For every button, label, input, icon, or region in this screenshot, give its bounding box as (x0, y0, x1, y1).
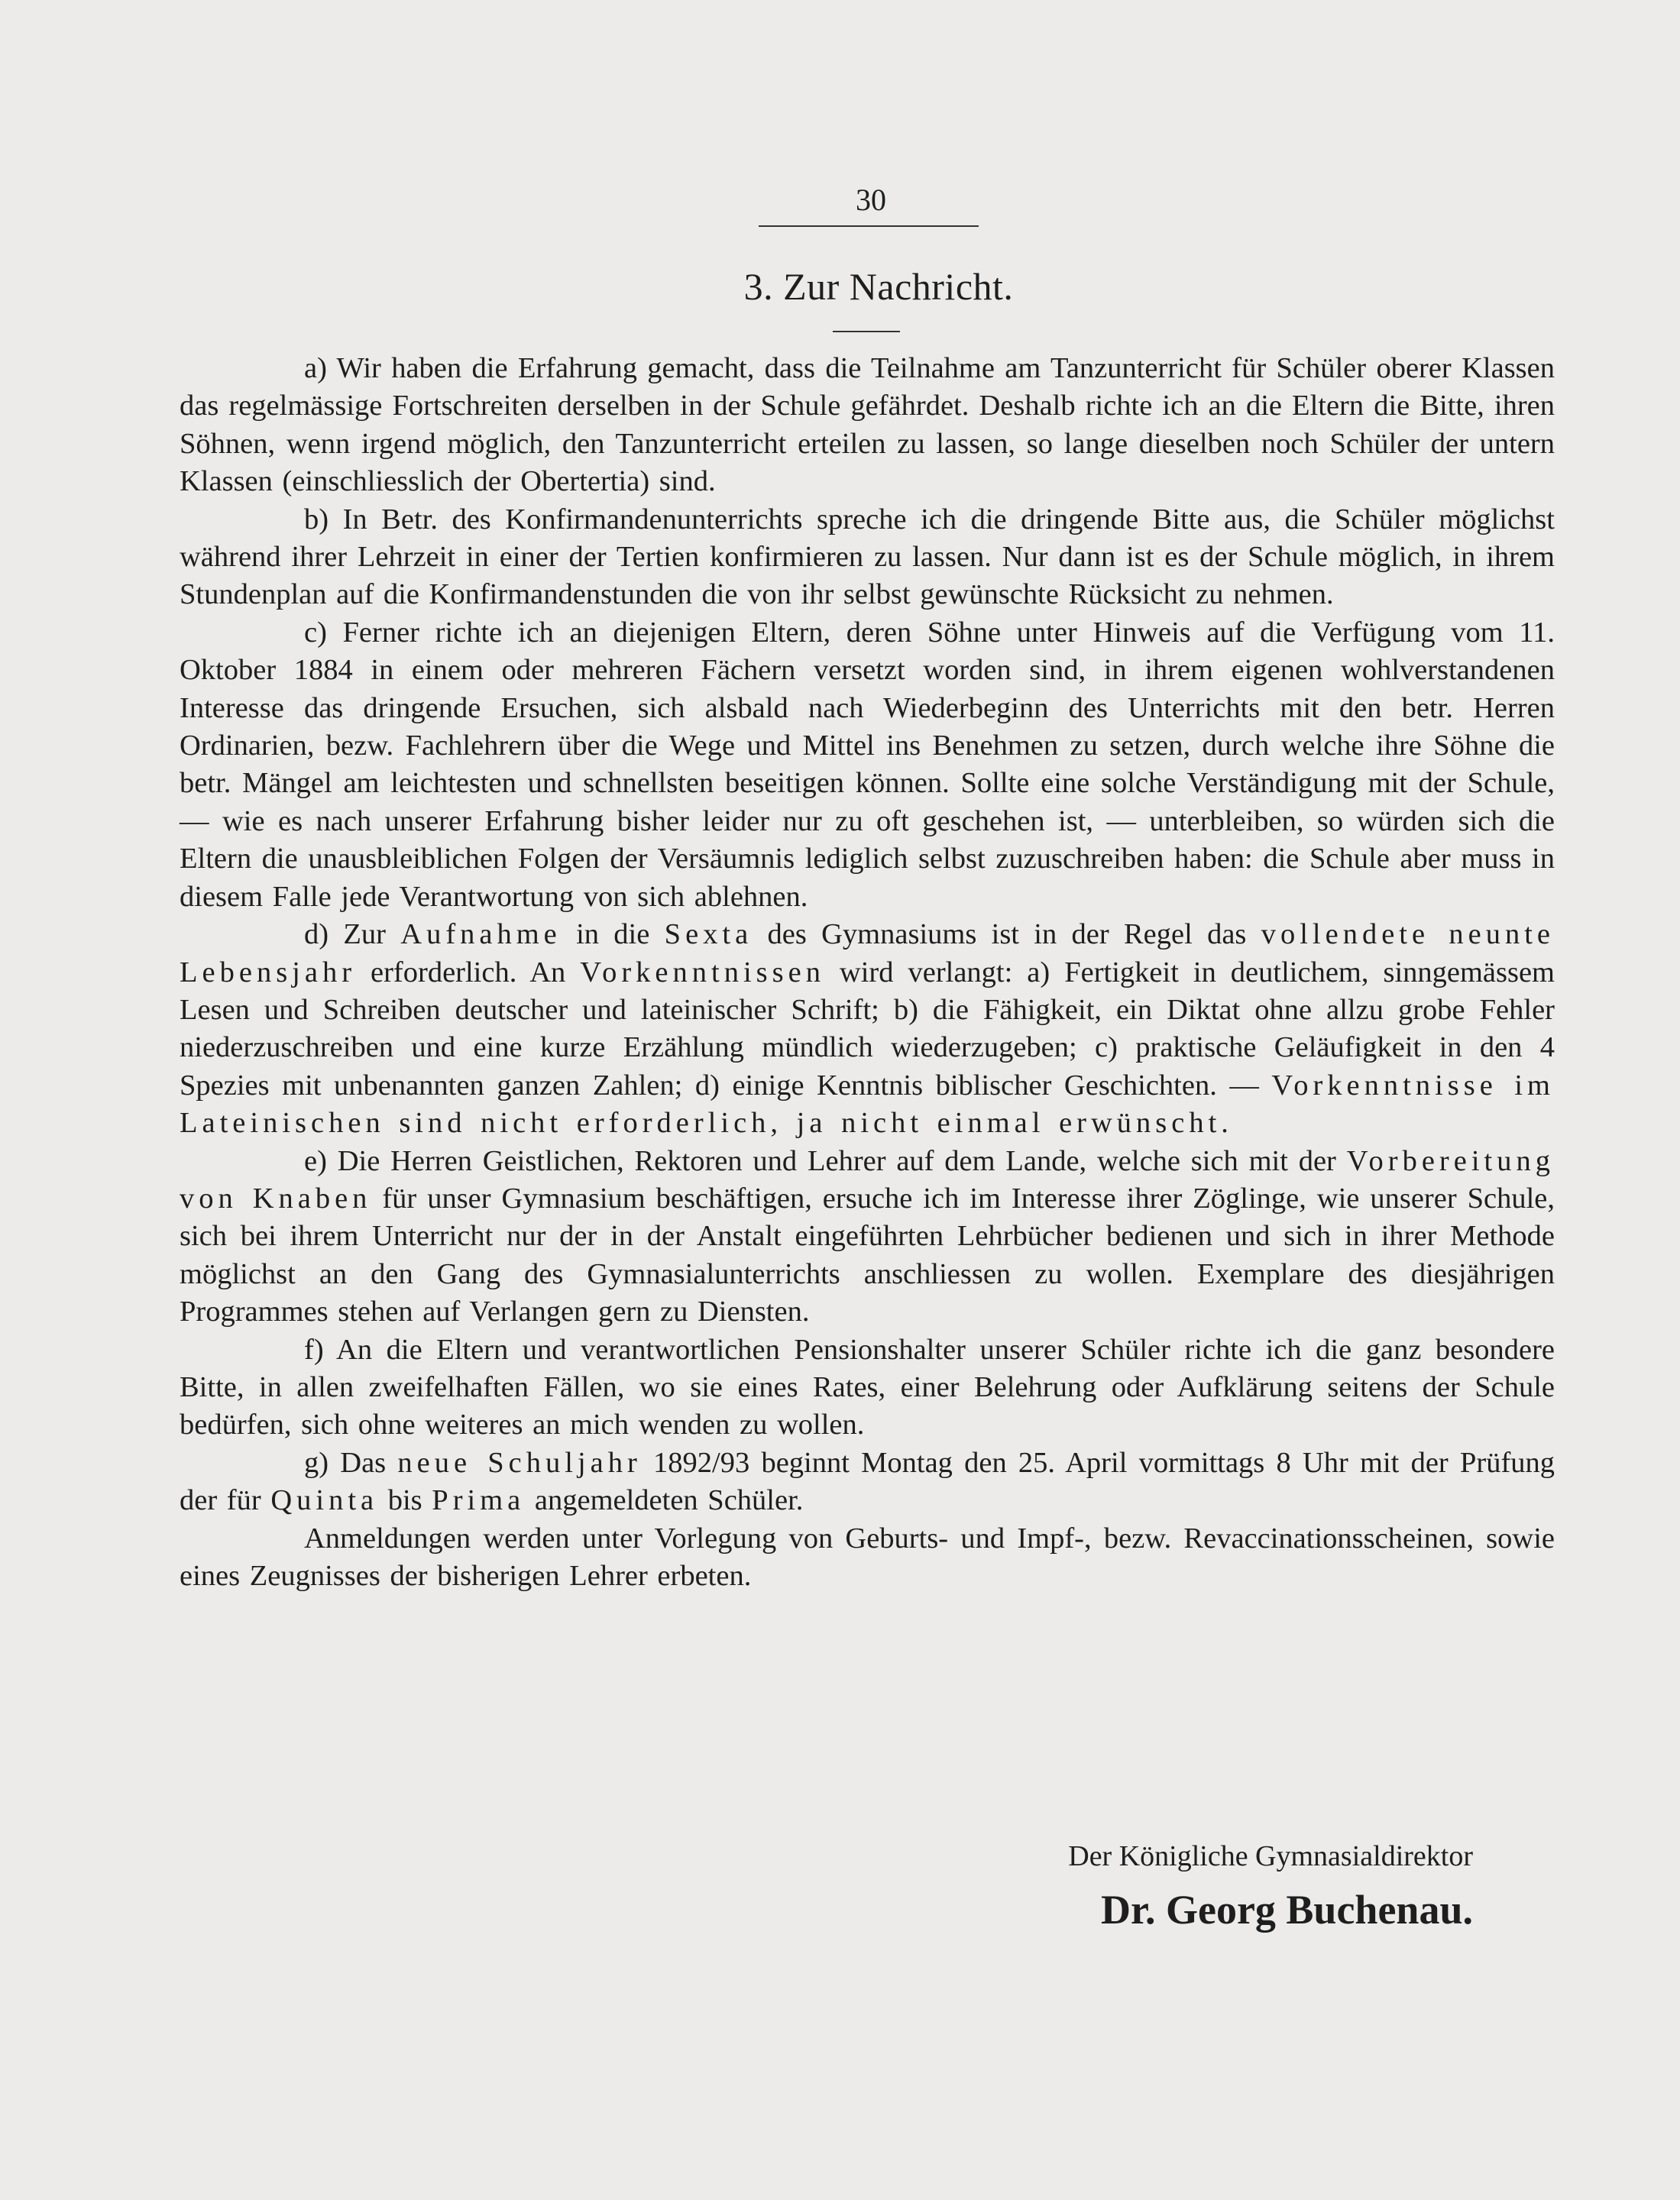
paragraph-g-text-3: bis (378, 1484, 432, 1517)
paragraph-b: b) In Betr. des Konfirmandenunterrichts spreche ich die dringende Bitte aus, die Schüler möglichst während ihrer Lehrzeit in einer der Tertien konfirmieren zu lassen. Nur dann ist es der Schule möglich, in ihrem Stundenplan auf die Konfirmandenstunden die von ihr selbst gewünschte Rücksicht zu nehmen. (180, 503, 1555, 611)
paragraph-d-emph-3: vollendete neunte Lebensjahr (180, 918, 1555, 988)
paragraph-d (180, 916, 1555, 1142)
paragraph-d-emph-2: Sexta (664, 918, 753, 951)
paragraph-h: Anmeldungen werden unter Vorlegung von Geburts- und Impf-, bezw. Revaccinationsscheinen, sowie eines Zeugnisses der bisherigen Lehrer erbeten. (180, 1522, 1555, 1592)
paragraph-e-text-2: für unser Gymnasium beschäftigen, ersuche ich im Interesse ihrer Zöglinge, wie unserer Schule, sich bei ihrem Unterricht nur der in der Anstalt eingeführten Lehrbücher bedienen und sich in ihrer Methode möglichst an den Gang des Gymnasialunterrichts anschliessen zu wollen. Exemplare des diesjährigen Programmes stehen auf Verlangen gern zu Diensten. (180, 1182, 1555, 1328)
page-number: 30 (856, 183, 886, 217)
paragraph-d-text-4: erforderlich. An (356, 956, 581, 988)
paragraph-d-emph-5: Vorkenntnisse im Lateinischen sind nicht erforderlich, ja nicht einmal erwünscht. (180, 1069, 1555, 1140)
paragraph-d-text-2: in die (561, 918, 665, 951)
paragraph-d-emph-4: Vorkenntnissen (580, 956, 825, 988)
paragraph-d-text-5: wird verlangt: a) Fertigkeit in deutlichem, sinngemässem Lesen und Schreiben deutscher und lateinischer Schrift; b) die Fähigkeit, ein Diktat ohne allzu grobe Fehler niederzuschreiben und eine kurze Erzählung mündlich wiederzugeben; c) praktische Geläufigkeit in den 4 Spezies mit unbenannten ganzen Zahlen; d) einige Kenntnis biblischer Geschichten. — (180, 956, 1555, 1102)
paragraph-e-emph-1: Vorbereitung von Knaben (180, 1144, 1555, 1215)
paragraph-c: c) Ferner richte ich an diejenigen Eltern, deren Söhne unter Hinweis auf die Verfügung vom 11. Oktober 1884 in einem oder mehreren Fächern versetzt worden sind, in ihrem eigenen wohlverstandenen Interesse das dringende Ersuchen, sich alsbald nach Wiederbeginn des Unterrichts mit den betr. Herren Ordinarien, bezw. Fachlehrern über die Wege und Mittel ins Benehmen zu setzen, durch welche ihre Söhne die betr. Mängel am leichtesten und schnellsten beseitigen können. Sollte eine solche Verständigung mit der Schule, — wie es nach unserer Erfahrung bisher leider nur zu oft geschehen ist, — unterbleiben, so würden sich die Eltern die unausbleiblichen Folgen der Versäumnis lediglich selbst zuzuschreiben haben: die Schule aber muss in diesem Falle jede Verantwortung von sich ablehnen. (180, 616, 1555, 913)
paragraph-g-emph-2: Quinta (270, 1484, 379, 1517)
title-rule (833, 331, 900, 332)
paragraph-d-text-1: d) Zur (304, 918, 401, 951)
paragraph-e (180, 1143, 1555, 1331)
header-rule (759, 225, 979, 227)
signature-title: Der Königliche Gymnasialdirektor (1068, 1840, 1473, 1872)
paragraph-g-text-1: g) Das (304, 1446, 398, 1479)
paragraph-a: a) Wir haben die Erfahrung gemacht, dass die Teilnahme am Tanzunterricht für Schüler oberer Klassen das regelmässige Fortschreiten derselben in der Schule gefährdet. Deshalb richte ich an die Eltern die Bitte, ihren Söhnen, wenn irgend möglich, den Tanzunterricht erteilen zu lassen, so lange dieselben noch Schüler der untern Klassen (einschliesslich der Obertertia) sind. (180, 352, 1555, 498)
paragraph-g-emph-3: Prima (432, 1484, 526, 1517)
section-title: 3. Zur Nachricht. (743, 265, 1014, 308)
signature-name: Dr. Georg Buchenau. (1100, 1887, 1473, 1933)
paragraph-f: f) An die Eltern und verantwortlichen Pensionshalter unserer Schüler richte ich die ganz besondere Bitte, in allen zweifelhaften Fällen, wo sie eines Rates, einer Belehrung oder Aufklärung seitens der Schule bedürfen, sich ohne weiteres an mich wenden zu wollen. (180, 1333, 1555, 1441)
signature-block (840, 1833, 1473, 1940)
paragraph-g-text-2: 1892/93 beginnt Montag den 25. April vormittags 8 Uhr mit der Prüfung der für (180, 1446, 1555, 1517)
paragraph-g-text-4: angemeldeten Schüler. (525, 1484, 804, 1517)
paragraph-d-emph-1: Aufnahme (400, 918, 562, 951)
paragraph-g (180, 1445, 1555, 1520)
paragraph-d-text-3: des Gymnasiums ist in der Regel das (753, 918, 1261, 951)
body-text (180, 350, 1555, 1595)
paragraph-g-emph-1: neue Schuljahr (397, 1446, 642, 1479)
paragraph-e-text-1: e) Die Herren Geistlichen, Rektoren und Lehrer auf dem Lande, welche sich mit der (304, 1144, 1347, 1177)
